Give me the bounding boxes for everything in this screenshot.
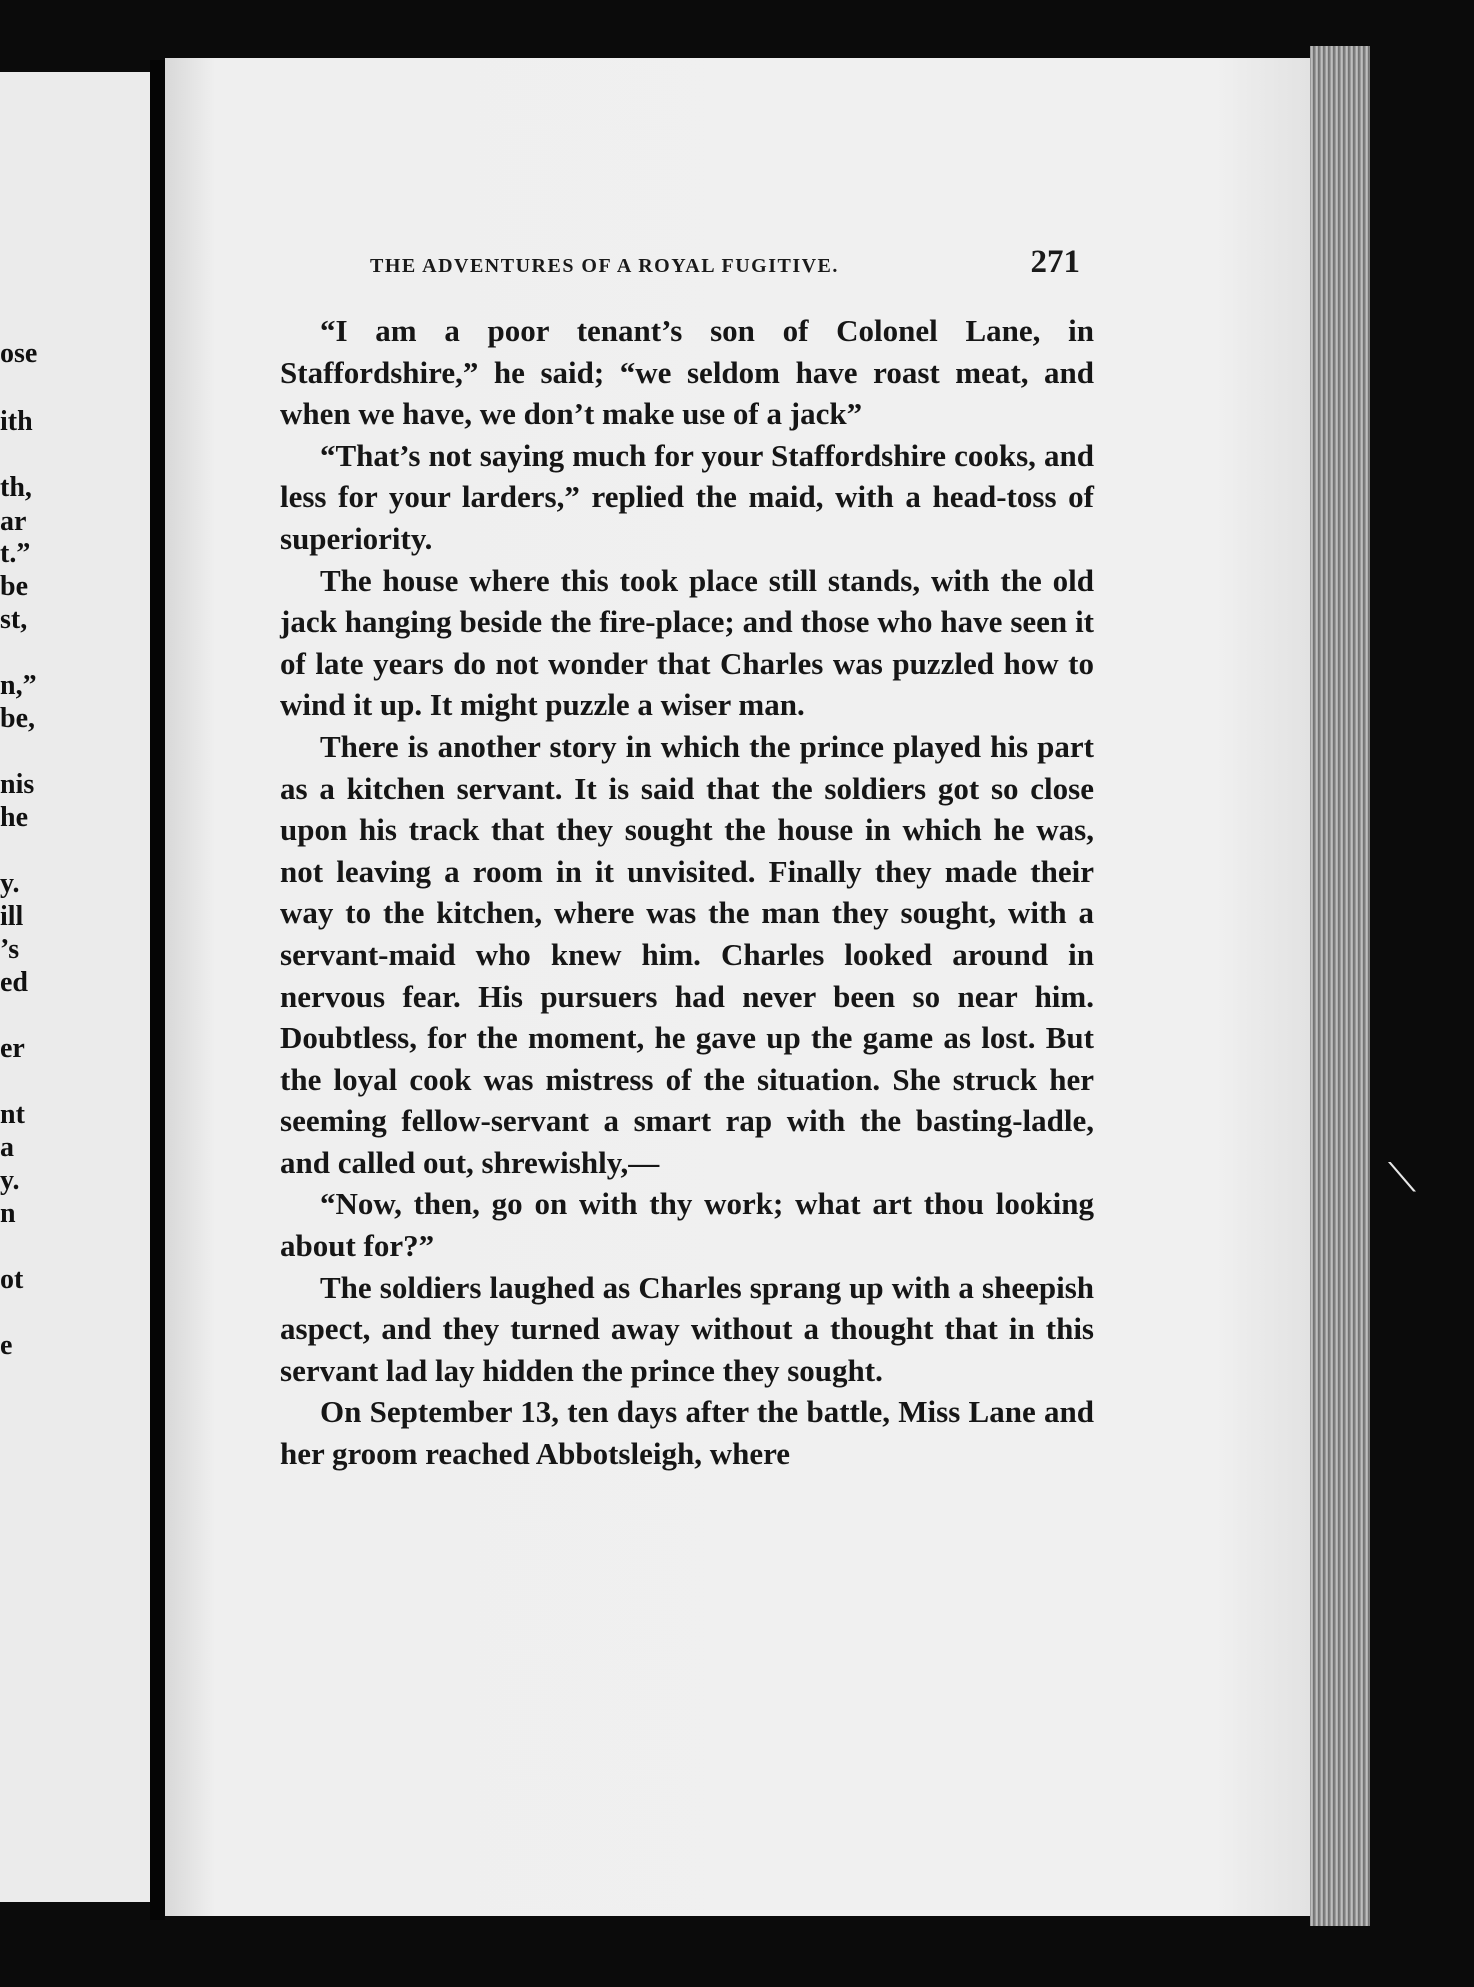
running-title: THE ADVENTURES OF A ROYAL FUGITIVE. [370,255,839,277]
scan-artifact-mark: ⟍ [1388,1155,1416,1200]
left-page-text: e [0,1330,13,1361]
left-page-text: ar [0,506,27,537]
left-page-text: be, [0,703,35,734]
running-head [370,244,1080,281]
page-edges [1310,46,1370,1926]
left-page-text: he [0,802,28,833]
left-page-text: y. [0,1165,20,1196]
paragraph: “That’s not saying much for your Staffordshire cooks, and less for your larders,” replied the maid, with a head-toss of superiority. [280,437,1094,556]
left-page-text: ill [0,901,24,932]
left-page-text: t.” [0,538,31,569]
book-gutter [150,60,165,1920]
left-page-fragment [0,72,150,1902]
left-page-text: n [0,1198,16,1229]
left-page-text: n,” [0,670,37,701]
left-page-text: er [0,1033,25,1064]
left-page-text: ’s [0,934,20,965]
paragraph: “Now, then, go on with thy work; what art thou looking about for?” [280,1186,1094,1264]
left-page-text: ose [0,338,38,369]
left-page-text: be [0,571,28,602]
left-page-text: ot [0,1264,24,1295]
left-page-text: st, [0,604,28,635]
left-page-text: nt [0,1099,25,1130]
body-text [280,310,1094,1475]
paragraph: The house where this took place still stands, with the old jack hanging beside the fire-place; and those who have seen it of late years do not wonder that Charles was puzzled how to wind it up. It might puzzle a wiser man. [280,562,1094,723]
page-number: 271 [1030,244,1080,280]
paragraph: “I am a poor tenant’s son of Colonel Lane, in Staffordshire,” he said; “we seldom have roast meat, and when we have, we don’t make use of a jack” [280,313,1094,432]
paragraph: On September 13, ten days after the battle, Miss Lane and her groom reached Abbotsleigh, where [280,1394,1094,1472]
left-page-text: y. [0,868,20,899]
left-page-text: ed [0,967,28,998]
left-page-text: ith [0,406,33,437]
paragraph: There is another story in which the prince played his part as a kitchen servant. It is said that the soldiers got so close upon his track that they sought the house in which he was, not leaving a room in it unvisited. Finally they made their way to the kitchen, where was the man they sought, with a servant-maid who knew him. Charles looked around in nervous fear. His pursuers had never been so near him. Doubtless, for the moment, he gave up the game as lost. But the loyal cook was mistress of the situation. She struck her seeming fellow-servant a smart rap with the basting-ladle, and called out, shrewishly,— [280,728,1094,1180]
left-page-text: th, [0,472,32,503]
left-page-text: a [0,1132,14,1163]
left-page-text: nis [0,769,35,800]
paragraph: The soldiers laughed as Charles sprang up with a sheepish aspect, and they turned away without a thought that in this servant lad lay hidden the prince they sought. [280,1269,1094,1388]
